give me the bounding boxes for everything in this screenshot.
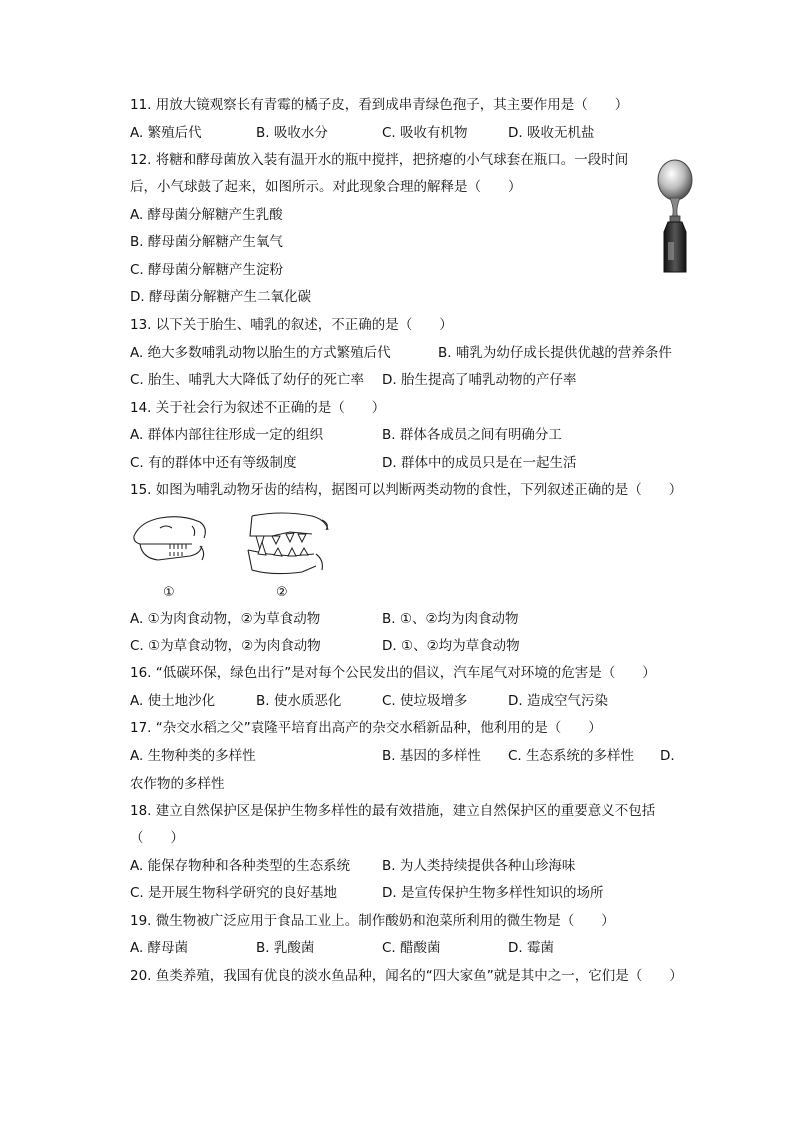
q13-option-b: B. 哺乳为幼仔成长提供优越的营养条件 (438, 345, 672, 361)
q18-stem-line2: （ ） (130, 830, 184, 846)
q13-option-d: D. 胎生提高了哺乳动物的产仔率 (382, 372, 577, 388)
q18-stem-line1: 18. 建立自然保护区是保护生物多样性的最有效措施，建立自然保护区的重要意义不包括 (130, 803, 656, 819)
q16-option-a: A. 使土地沙化 (130, 693, 216, 709)
q11-stem: 11. 用放大镜观察长有青霉的橘子皮，看到成串青绿色孢子，其主要作用是（ ） (130, 97, 629, 113)
q18-option-a: A. 能保存物种和各种类型的生态系统 (130, 858, 351, 874)
q14-stem: 14. 关于社会行为叙述不正确的是（ ） (130, 400, 386, 416)
q19-option-b: B. 乳酸菌 (256, 940, 315, 956)
q18-option-b: B. 为人类持续提供各种山珍海味 (382, 858, 576, 874)
q14-option-b: B. 群体各成员之间有明确分工 (382, 427, 562, 443)
q12-option-a: A. 酵母菌分解糖产生乳酸 (130, 207, 283, 223)
q19-stem: 19. 微生物被广泛应用于食品工业上。制作酸奶和泡菜所利用的微生物是（ ） (130, 913, 615, 929)
q13-stem: 13. 以下关于胎生、哺乳的叙述，不正确的是（ ） (130, 317, 453, 333)
q14-option-a: A. 群体内部往往形成一定的组织 (130, 427, 324, 443)
q18-option-c: C. 是开展生物科学研究的良好基地 (130, 885, 338, 901)
herbivore-skull-figure (130, 508, 210, 578)
q15-option-b: B. ①、②均为肉食动物 (382, 611, 519, 627)
q11-option-b: B. 吸收水分 (256, 125, 328, 141)
q17-option-a: A. 生物种类的多样性 (130, 748, 256, 764)
q13-option-a: A. 绝大多数哺乳动物以胎生的方式繁殖后代 (130, 345, 391, 361)
q12-option-d: D. 酵母菌分解糖产生二氧化碳 (130, 289, 311, 305)
q12-stem-line2: 后，小气球鼓了起来，如图所示。对此现象合理的解释是（ ） (130, 179, 522, 195)
q17-option-d-wrap: 农作物的多样性 (130, 776, 225, 792)
q18-option-d: D. 是宣传保护生物多样性知识的场所 (382, 885, 604, 901)
q16-option-b: B. 使水质恶化 (256, 693, 342, 709)
q15-option-d: D. ①、②均为草食动物 (382, 638, 520, 654)
q16-stem: 16. “低碳环保，绿色出行”是对每个公民发出的倡议，汽车尾气对环境的危害是（ ） (130, 665, 656, 681)
q12-option-b: B. 酵母菌分解糖产生氧气 (130, 234, 283, 250)
q15-option-a: A. ①为肉食动物，②为草食动物 (130, 611, 321, 627)
q16-option-d: D. 造成空气污染 (508, 693, 608, 709)
balloon-bottle-figure (652, 158, 698, 278)
q17-option-c: C. 生态系统的多样性 (508, 748, 635, 764)
q14-option-d: D. 群体中的成员只是在一起生活 (382, 455, 577, 471)
q19-option-a: A. 酵母菌 (130, 940, 189, 956)
q14-option-c: C. 有的群体中还有等级制度 (130, 455, 297, 471)
q11-option-a: A. 繁殖后代 (130, 125, 202, 141)
q17-option-b: B. 基因的多样性 (382, 748, 481, 764)
q11-option-d: D. 吸收无机盐 (508, 125, 595, 141)
figure-label-1: ① (163, 585, 175, 600)
q17-stem: 17. “杂交水稻之父”袁隆平培育出高产的杂交水稻新品种，他利用的是（ ） (130, 720, 602, 736)
q17-option-d: D. (660, 748, 675, 764)
carnivore-skull-figure (242, 506, 334, 582)
q12-option-c: C. 酵母菌分解糖产生淀粉 (130, 262, 284, 278)
q19-option-d: D. 霉菌 (508, 940, 554, 956)
q15-stem: 15. 如图为哺乳动物牙齿的结构，据图可以判断两类动物的食性，下列叙述正确的是（ ） (130, 482, 683, 498)
q15-option-c: C. ①为草食动物，②为肉食动物 (130, 638, 321, 654)
q11-option-c: C. 吸收有机物 (382, 125, 468, 141)
q20-stem: 20. 鱼类养殖，我国有优良的淡水鱼品种，闻名的“四大家鱼”就是其中之一，它们是（ ） (130, 968, 683, 984)
q19-option-c: C. 醋酸菌 (382, 940, 441, 956)
q12-stem-line1: 12. 将糖和酵母菌放入装有温开水的瓶中搅拌，把挤瘪的小气球套在瓶口。一段时间 (130, 152, 629, 168)
q13-option-c: C. 胎生、哺乳大大降低了幼仔的死亡率 (130, 372, 365, 388)
figure-label-2: ② (276, 585, 288, 600)
q16-option-c: C. 使垃圾增多 (382, 693, 468, 709)
